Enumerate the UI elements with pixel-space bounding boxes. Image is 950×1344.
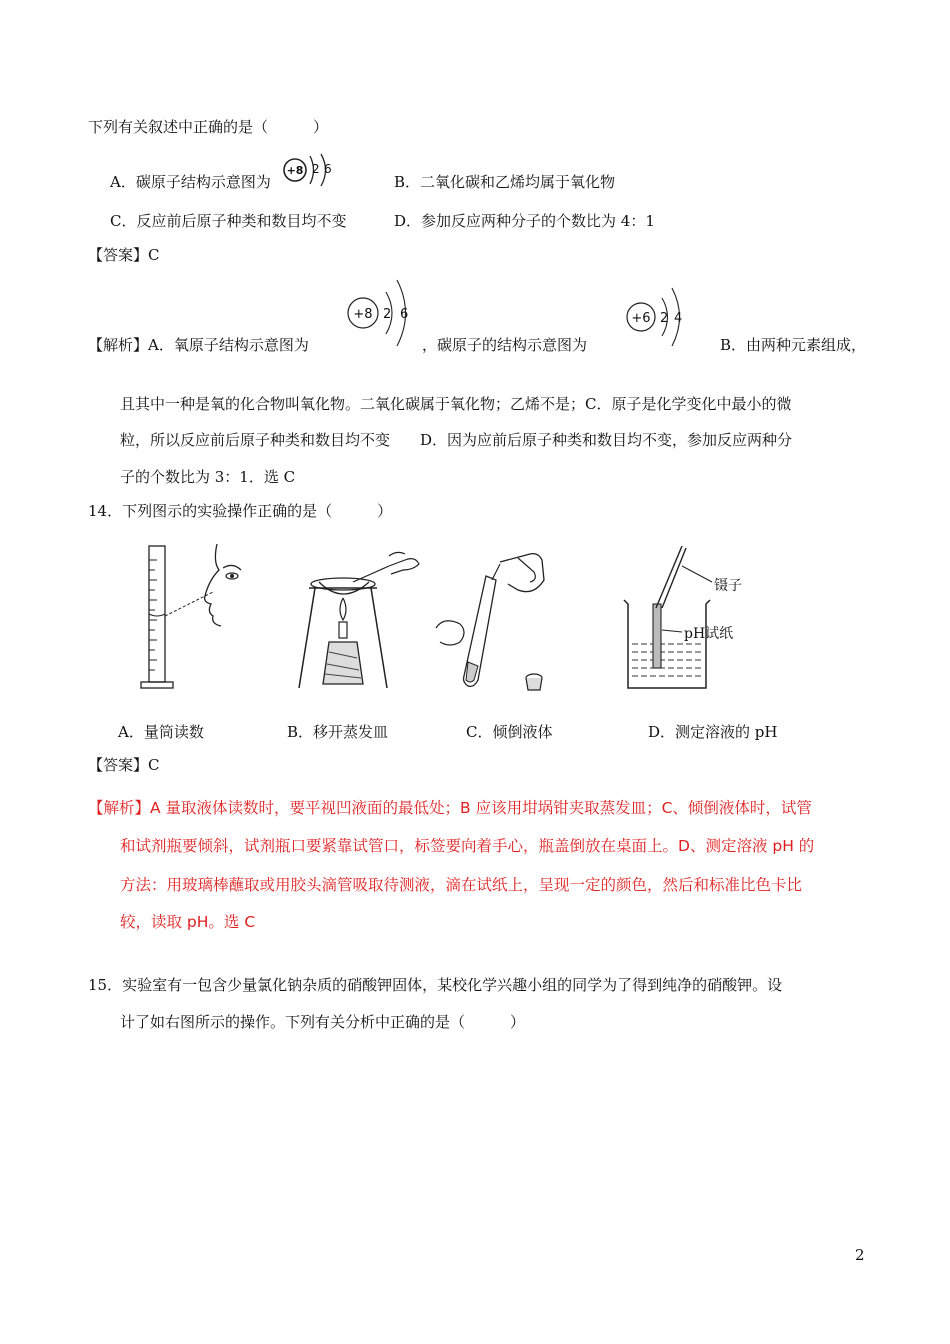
oxygen-atom-diagram <box>346 278 416 352</box>
oxygen-shell-1: 2 <box>383 307 392 322</box>
q13-answer: 【答案】C <box>88 246 160 264</box>
q15-line-2: 计了如右图所示的操作。下列有关分析中正确的是（ ） <box>120 1013 526 1031</box>
tweezers-label: 镊子 <box>714 578 742 594</box>
q13-option-c: C．反应前后原子种类和数目均不变 <box>110 212 347 230</box>
oxygen-nucleus: +8 <box>353 307 373 322</box>
q13-explanation-line-3: 粒，所以反应前后原子种类和数目均不变 D．因为应前后原子种类和数目均不变，参加反应两种分 <box>120 431 793 449</box>
q14-explanation-line-3: 方法：用玻璃棒蘸取或用胶头滴管吸取待测液，滴在试纸上，呈现一定的颜色，然后和标准比色卡比 <box>120 876 803 894</box>
carbon-shell-2: 4 <box>674 311 683 326</box>
oxygen-shell-2: 6 <box>400 307 409 322</box>
q15-line-1: 15．实验室有一包含少量氯化钠杂质的硝酸钾固体，某校化学兴趣小组的同学为了得到纯净的硝酸钾。设 <box>88 976 783 994</box>
q13-explanation-line-2: 且其中一种是氧的化合物叫氧化物。二氧化碳属于氧化物；乙烯不是；C．原子是化学变化中最小的微 <box>120 395 792 413</box>
q14-label-a: A．量筒读数 <box>118 723 204 741</box>
q13-explanation-tail: B．由两种元素组成， <box>720 336 867 354</box>
q13-explanation-lead: 【解析】A．氧原子结构示意图为 <box>88 336 309 354</box>
q14-label-b: B．移开蒸发皿 <box>287 723 389 741</box>
figure-a-measuring-cylinder <box>135 540 250 696</box>
q13-option-b: B．二氧化碳和乙烯均属于氧化物 <box>394 173 616 191</box>
q13-explanation-line-4: 子的个数比为 3：1．选 C <box>120 468 296 486</box>
atom-a-shell-1: 2 <box>312 162 320 176</box>
q13-stem: 下列有关叙述中正确的是（ ） <box>88 118 329 136</box>
q14-stem: 14．下列图示的实验操作正确的是（ ） <box>88 502 393 520</box>
q13-option-a-carbon-atom-diagram <box>283 152 343 194</box>
carbon-atom-diagram <box>624 286 694 352</box>
q14-explanation-line-2: 和试剂瓶要倾斜，试剂瓶口要紧靠试管口，标签要向着手心，瓶盖倒放在桌面上。D、测定溶液 pH 的 <box>120 837 815 855</box>
q14-label-d: D．测定溶液的 pH <box>648 723 778 741</box>
page-number: 2 <box>855 1246 865 1264</box>
q14-explanation-line-1: 【解析】A 量取液体读数时，要平视凹液面的最低处；B 应该用坩埚钳夹取蒸发皿；C、倾倒液体时，试管 <box>88 799 812 817</box>
figure-c-pouring-liquid <box>434 550 574 700</box>
figure-b-evaporating-dish <box>293 546 423 698</box>
q13-option-d: D．参加反应两种分子的个数比为 4：1 <box>394 212 655 230</box>
figure-d-ph-measurement <box>620 546 780 700</box>
q14-answer: 【答案】C <box>88 756 160 774</box>
atom-a-shell-2: 6 <box>324 162 332 176</box>
q13-option-a: A．碳原子结构示意图为 <box>110 173 271 191</box>
q13-explanation-mid: ，碳原子的结构示意图为 <box>422 336 588 354</box>
carbon-shell-1: 2 <box>660 311 669 326</box>
q14-explanation-line-4: 较，读取 pH。选 C <box>120 913 256 931</box>
carbon-nucleus: +6 <box>631 311 651 326</box>
ph-paper-label: pH试纸 <box>684 626 734 642</box>
atom-a-nucleus: +8 <box>286 164 304 177</box>
q14-label-c: C．倾倒液体 <box>466 723 553 741</box>
